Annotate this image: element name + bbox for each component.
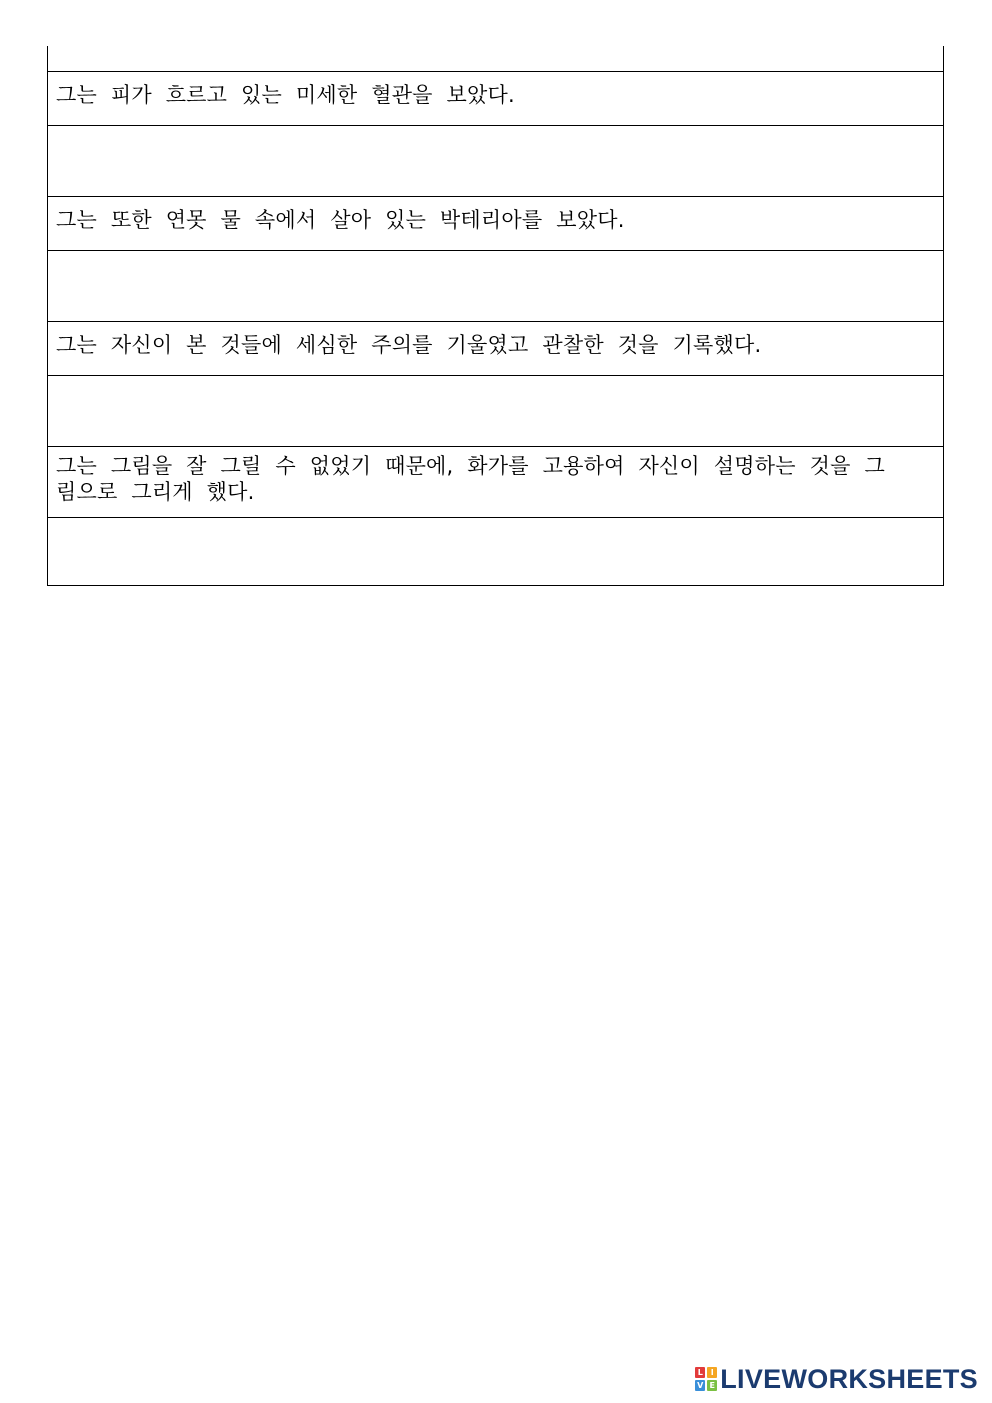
live-mark-icon bbox=[695, 1367, 717, 1391]
sentence-row bbox=[48, 196, 943, 250]
sentence-text: 그는 자신이 본 것들에 세심한 주의를 기울였고 관찰한 것을 기록했다. bbox=[56, 333, 762, 357]
answer-box[interactable] bbox=[48, 250, 943, 321]
worksheet-table bbox=[47, 46, 944, 586]
liveworksheets-logo bbox=[695, 1363, 978, 1394]
answer-box[interactable] bbox=[48, 46, 943, 71]
answer-box[interactable] bbox=[48, 125, 943, 196]
live-mark-l: L bbox=[695, 1367, 705, 1378]
sentence-text: 그는 그림을 잘 그릴 수 없었기 때문에, 화가를 고용하여 자신이 설명하는 것을 그림으로 그리게 했다. bbox=[56, 454, 885, 504]
sentence-row bbox=[48, 321, 943, 375]
answer-box[interactable] bbox=[48, 517, 943, 585]
sentence-text: 그는 피가 흐르고 있는 미세한 혈관을 보았다. bbox=[56, 83, 515, 107]
live-mark-e: E bbox=[707, 1380, 717, 1391]
live-mark-v: V bbox=[697, 1381, 704, 1390]
live-mark-i: I bbox=[707, 1367, 717, 1378]
answer-box[interactable] bbox=[48, 375, 943, 446]
logo-text: LIVEWORKSHEETS bbox=[720, 1363, 978, 1394]
sentence-text: 그는 또한 연못 물 속에서 살아 있는 박테리아를 보았다. bbox=[56, 208, 625, 232]
sentence-row bbox=[48, 71, 943, 125]
sentence-row bbox=[48, 446, 943, 517]
